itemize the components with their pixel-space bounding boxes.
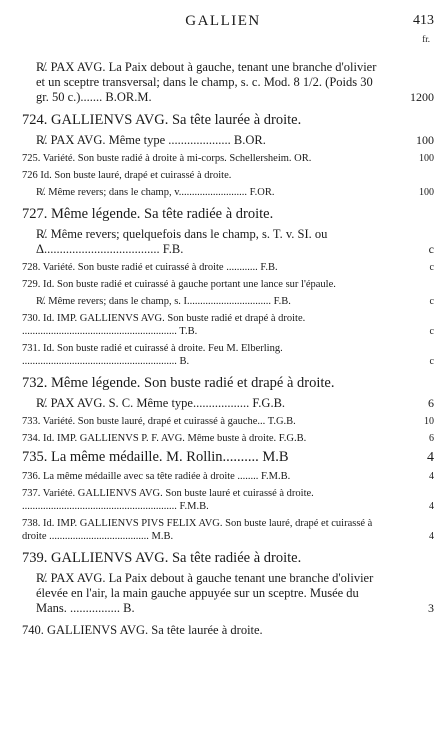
entry-text: R̸. PAX AVG. S. C. Même type.................. F.G.B.	[36, 396, 286, 410]
catalogue-entry	[22, 396, 434, 411]
entry-text: 738. Id. IMP. GALLIENVS PIVS FELIX AVG. Son buste lauré, drapé et cuirassé à droite ...................................... M.B.	[22, 518, 373, 542]
entry-rarity: 4	[429, 471, 434, 482]
entry-text: 736. La même médaille avec sa tête radiée à droite ........ F.M.B.	[22, 471, 291, 482]
entry-rarity: 4	[429, 531, 434, 542]
entry-rarity: 4	[429, 501, 434, 512]
entry-rarity: 100	[419, 153, 434, 164]
catalogue-entry	[22, 60, 434, 105]
catalogue-entry	[22, 112, 434, 129]
catalogue-entry	[22, 449, 434, 466]
entry-rarity: 100	[419, 187, 434, 198]
entry-rarity: c	[429, 356, 434, 367]
catalogue-entries	[22, 60, 434, 638]
catalogue-entry	[22, 312, 434, 338]
entry-text: 731. Id. Son buste radié et cuirassé à droite. Feu M. Elberling. ........................................................... B.	[22, 343, 283, 367]
entry-text: 729. Id. Son buste radié et cuirassé à gauche portant une lance sur l'épaule.	[22, 279, 336, 290]
entry-text: 735. La même médaille. M. Rollin.......... M.B	[22, 449, 289, 465]
catalogue-entry	[22, 152, 434, 165]
entry-rarity: 6	[428, 396, 434, 410]
entry-text: 737. Variété. GALLIENVS AVG. Son buste lauré et cuirassé à droite. ........................................................... F.M.B.	[22, 488, 314, 512]
page-number: 413	[413, 13, 434, 28]
entry-text: 740. GALLIENVS AVG. Sa tête laurée à droite.	[22, 623, 263, 637]
entry-rarity: 10	[424, 416, 434, 427]
catalogue-entry	[22, 623, 434, 638]
entry-rarity: 100	[416, 133, 434, 147]
catalogue-entry	[22, 295, 434, 308]
entry-rarity: c	[429, 326, 434, 337]
entry-text: R̸. PAX AVG. Même type .................... B.OR.	[36, 133, 266, 147]
catalogue-entry	[22, 415, 434, 428]
catalogue-entry	[22, 206, 434, 223]
catalogue-entry	[22, 517, 434, 543]
entry-text: 728. Variété. Son buste radié et cuirassé à droite ............ F.B.	[22, 262, 278, 273]
entry-text: 739. GALLIENVS AVG. Sa tête radiée à droite.	[22, 550, 302, 566]
catalogue-entry	[22, 261, 434, 274]
entry-text: R̸. PAX AVG. La Paix debout à gauche tenant une branche d'olivier élevée en l'air, la main gauche appuyée sur un sceptre. Musée du Mans. ................ B.	[36, 571, 374, 615]
catalogue-entry	[22, 571, 434, 616]
running-title: GALLIEN	[185, 13, 261, 29]
entry-text: 734. Id. IMP. GALLIENVS P. F. AVG. Même buste à droite. F.G.B.	[22, 433, 307, 444]
catalogue-entry	[22, 278, 434, 291]
entry-text: R̸. Même revers; dans le champ, v.......................... F.OR.	[36, 187, 275, 198]
entry-text: 730. Id. IMP. GALLIENVS AVG. Son buste radié et drapé à droite. ........................................................... T.B.	[22, 313, 306, 337]
entry-text: 727. Même légende. Sa tête radiée à droite.	[22, 206, 274, 222]
entry-rarity: 6	[429, 433, 434, 444]
catalogue-entry	[22, 432, 434, 445]
entry-text: 732. Même légende. Son buste radié et drapé à droite.	[22, 375, 335, 391]
entry-text: R̸. PAX AVG. La Paix debout à gauche, tenant une branche d'olivier et un sceptre transversal; dans le champ, s. c. Mod. 8 1/2. (Poids 30 gr. 50 c.)....... B.OR.M.	[36, 60, 377, 104]
entry-text: R̸. Même revers; quelquefois dans le champ, s. T. v. SI. ou Δ..................................... F.B.	[36, 227, 328, 256]
entry-rarity: c	[429, 296, 434, 307]
entry-rarity: c	[429, 262, 434, 273]
entry-text: 725. Variété. Son buste radié à droite à mi-corps. Schellersheim. OR.	[22, 153, 312, 164]
catalogue-entry	[22, 487, 434, 513]
catalogue-entry	[22, 375, 434, 392]
entry-rarity: 3	[428, 601, 434, 615]
entry-text: R̸. Même revers; dans le champ, s. I................................ F.B.	[36, 296, 291, 307]
entry-rarity: c	[428, 242, 434, 256]
entry-rarity: 4	[427, 450, 434, 465]
currency-unit-label: fr.	[422, 34, 430, 44]
entry-text: 724. GALLIENVS AVG. Sa tête laurée à droite.	[22, 112, 302, 128]
entry-text: 733. Variété. Son buste lauré, drapé et cuirassé à gauche... T.G.B.	[22, 416, 296, 427]
catalogue-entry	[22, 550, 434, 567]
catalogue-entry	[22, 186, 434, 199]
catalogue-entry	[22, 342, 434, 368]
catalogue-entry	[22, 133, 434, 148]
catalogue-entry	[22, 227, 434, 257]
page-header	[0, 10, 446, 50]
catalogue-entry	[22, 169, 434, 182]
entry-text: 726 Id. Son buste lauré, drapé et cuirassé à droite.	[22, 170, 232, 181]
catalogue-entry	[22, 470, 434, 483]
entry-rarity: 1200	[410, 90, 434, 104]
